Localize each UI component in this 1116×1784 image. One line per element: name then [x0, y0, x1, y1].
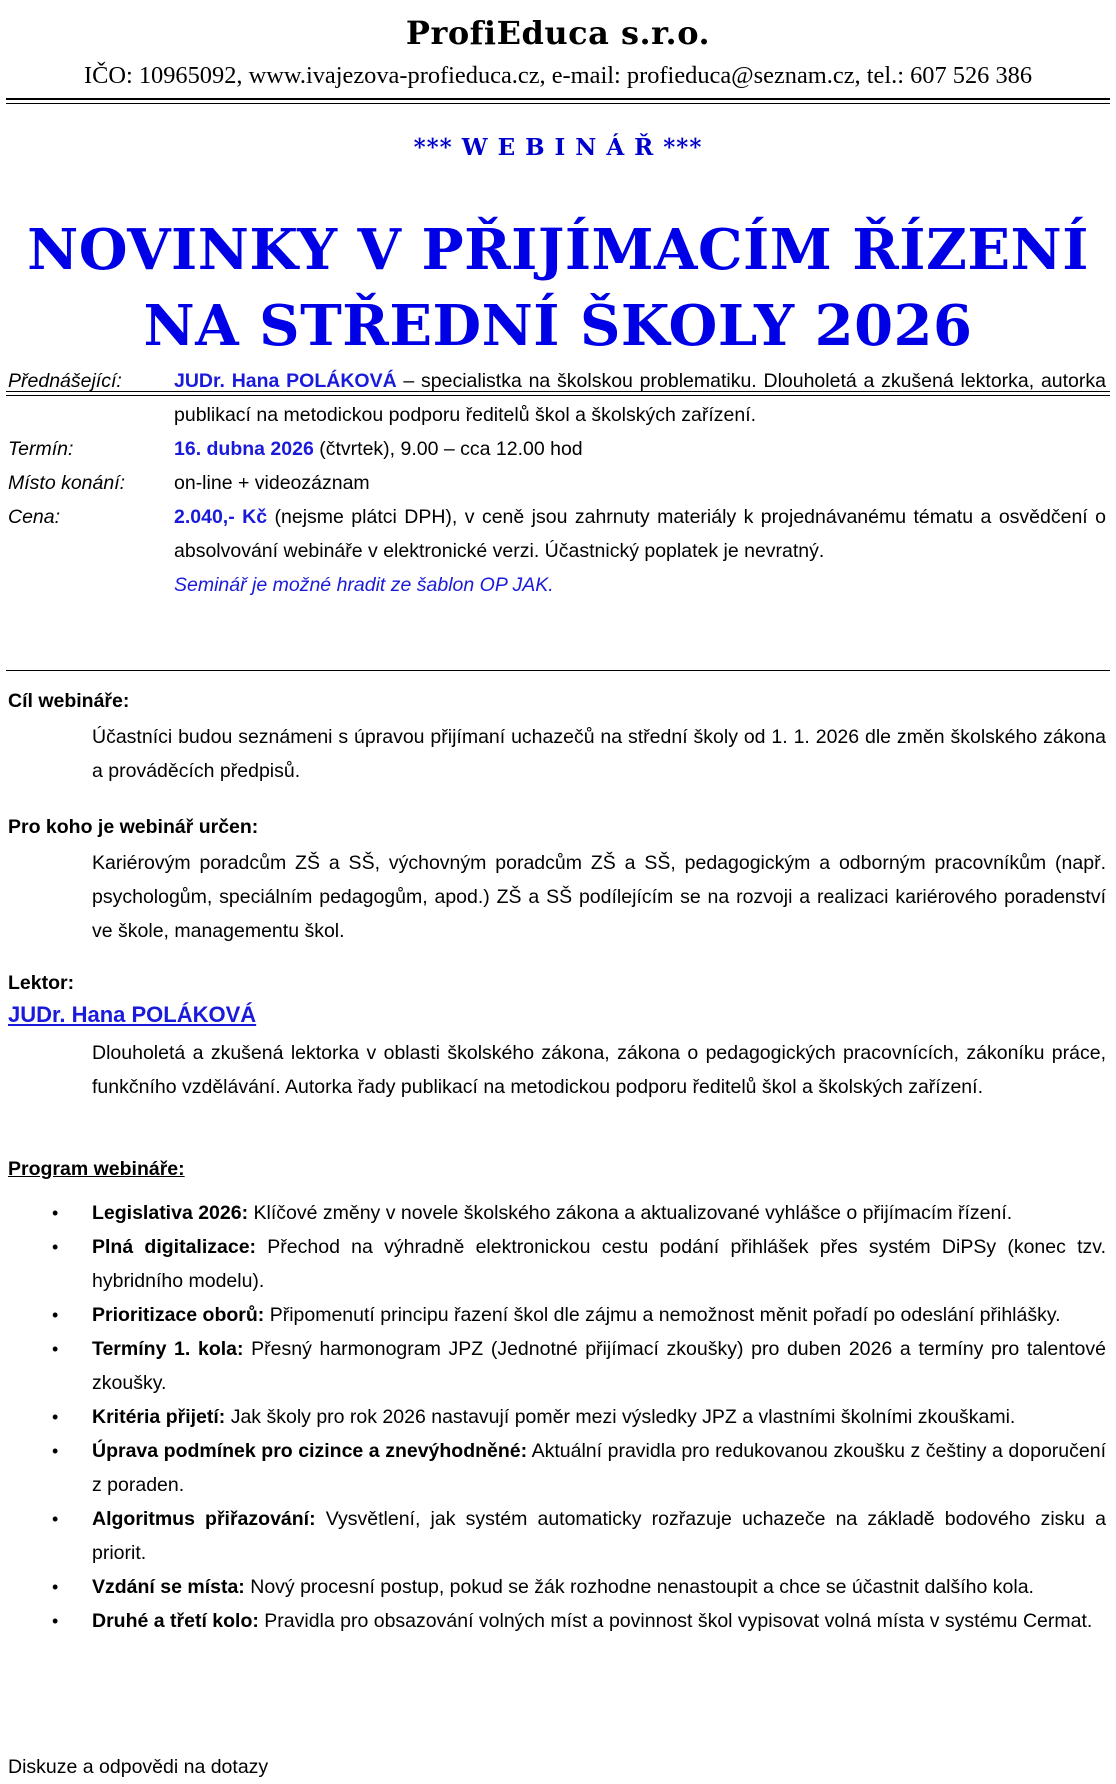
lector-name-link[interactable]: JUDr. Hana POLÁKOVÁ	[8, 1002, 257, 1027]
speaker-name: JUDr. Hana POLÁKOVÁ	[174, 370, 397, 392]
program-item-text: Přesný harmonogram JPZ (Jednotné přijímací zkoušky) pro duben 2026 a termíny pro talentové zkoušky.	[92, 1338, 1106, 1394]
program-item-title: Druhé a třetí kolo:	[92, 1610, 259, 1632]
program-item-title: Úprava podmínek pro cizince a znevýhodněné:	[92, 1440, 528, 1462]
place-value: on-line + videozáznam	[174, 472, 370, 494]
program-item-text: Klíčové změny v novele školského zákona a aktualizované vyhlášce o přijímacím řízení.	[248, 1202, 1013, 1224]
bullet-icon: •	[52, 1407, 59, 1427]
program-item-text: Přechod na výhradně elektronickou cestu podání přihlášek přes systém DiPSy (konec tzv. hybridního modelu).	[92, 1236, 1106, 1292]
banner-stars-left: ***	[413, 134, 453, 161]
bullet-icon: •	[52, 1577, 59, 1597]
program-item	[0, 1332, 1106, 1400]
program-item	[0, 1298, 1106, 1332]
program-item-text: Vysvětlení, jak systém automaticky rozřazuje uchazeče na základě bodového zisku a priorit.	[92, 1508, 1106, 1564]
program-heading: Program webináře:	[8, 1158, 185, 1180]
program-item-title: Prioritizace oborů:	[92, 1304, 265, 1326]
bullet-icon: •	[52, 1339, 59, 1359]
program-item-title: Vzdání se místa:	[92, 1576, 245, 1598]
date-value: 16. dubna 2026	[174, 438, 314, 460]
place-label: Místo konání:	[8, 472, 126, 494]
goal-heading: Cíl webináře:	[8, 690, 130, 712]
webinar-banner	[0, 134, 1116, 161]
program-item	[0, 1196, 1106, 1230]
program-item	[0, 1400, 1106, 1434]
bullet-icon: •	[52, 1509, 59, 1529]
price-value: 2.040,- Kč	[174, 506, 268, 528]
program-list	[0, 1196, 1106, 1638]
lector-heading: Lektor:	[8, 972, 75, 994]
info-divider-bottom	[6, 670, 1110, 671]
price-description: (nejsme plátci DPH), v ceně jsou zahrnuty materiály k projednávanému tématu a osvědčení o absolvování webináře v elektronické verzi. Účastnický poplatek je nevratný.	[174, 506, 1106, 562]
program-item	[0, 1230, 1106, 1298]
price-value-row	[174, 500, 1106, 568]
program-item	[0, 1604, 1106, 1638]
audience-heading: Pro koho je webinář určen:	[8, 816, 259, 838]
event-title-line-2: NA STŘEDNÍ ŠKOLY 2026	[143, 293, 973, 359]
footer-text: Diskuze a odpovědi na dotazy	[8, 1756, 269, 1778]
program-item-title: Algoritmus přiřazování:	[92, 1508, 316, 1530]
bullet-icon: •	[52, 1203, 59, 1223]
speaker-value	[174, 364, 1106, 432]
price-label: Cena:	[8, 506, 61, 528]
program-item-text: Připomenutí principu řazení škol dle zájmu a nemožnost měnit pořadí po odeslání přihlášky.	[264, 1304, 1061, 1326]
speaker-description: – specialistka na školskou problematiku. Dlouholetá a zkušená lektorka, autorka publikací na metodickou podporu ředitelů škol a školských zařízení.	[174, 370, 1106, 426]
program-item-text: Pravidla pro obsazování volných míst a povinnost škol vypisovat volná místa v systému Cermat.	[258, 1610, 1093, 1632]
program-item-title: Legislativa 2026:	[92, 1202, 249, 1224]
program-item-text: Aktuální pravidla pro redukovanou zkoušku z češtiny a doporučení z poraden.	[92, 1440, 1106, 1496]
header-divider	[6, 98, 1110, 100]
header-divider-thin	[6, 103, 1110, 104]
lector-text: Dlouholetá a zkušená lektorka v oblasti školského zákona, zákona o pedagogických pracovnících, zákoníku práce, funkčního vzdělávání. Autorka řady publikací na metodickou podporu ředitelů škol a školských zařízení.	[92, 1042, 1106, 1098]
date-time: (čtvrtek), 9.00 – cca 12.00 hod	[313, 438, 583, 460]
program-item	[0, 1434, 1106, 1502]
bullet-icon: •	[52, 1611, 59, 1631]
program-item	[0, 1502, 1106, 1570]
audience-text: Kariérovým poradcům ZŠ a SŠ, výchovným poradcům ZŠ a SŠ, pedagogickým a odborným pracovníkům (např. psychologům, speciálním pedagogům, apod.) ZŠ a SŠ podílejícím se na rozvoji a realizaci kariérového poradenství ve škole, managementu škol.	[92, 852, 1106, 942]
program-item	[0, 1570, 1106, 1604]
bullet-icon: •	[52, 1305, 59, 1325]
program-item-title: Plná digitalizace:	[92, 1236, 257, 1258]
date-label: Termín:	[8, 438, 74, 460]
banner-stars-right: ***	[663, 134, 703, 161]
event-title-line-1: NOVINKY V PŘIJÍMACÍM ŘÍZENÍ	[27, 217, 1089, 283]
program-item-title: Termíny 1. kola:	[92, 1338, 244, 1360]
program-item-title: Kritéria přijetí:	[92, 1406, 226, 1428]
program-item-text: Nový procesní postup, pokud se žák rozhodne nenastoupit a chce se účastnit dalšího kola.	[244, 1576, 1034, 1598]
goal-text: Účastníci budou seznámeni s úpravou přijímaní uchazečů na střední školy od 1. 1. 2026 dle změn školského zákona a prováděcích předpisů.	[92, 726, 1106, 782]
company-contact: IČO: 10965092, www.ivajezova-profieduca.cz, e-mail: profieduca@seznam.cz, tel.: 607 526 386	[83, 62, 1033, 89]
program-item-text: Jak školy pro rok 2026 nastavují poměr mezi výsledky JPZ a vlastními školními zkouškami.	[225, 1406, 1016, 1428]
bullet-icon: •	[52, 1441, 59, 1461]
bullet-icon: •	[52, 1237, 59, 1257]
banner-word: WEBINÁŘ	[461, 134, 664, 161]
speaker-label: Přednášející:	[8, 370, 122, 392]
price-note: Seminář je možné hradit ze šablon OP JAK.	[174, 574, 554, 596]
company-name: ProfiEduca s.r.o.	[405, 14, 711, 52]
event-title	[0, 212, 1116, 364]
date-value-row	[174, 432, 1106, 466]
